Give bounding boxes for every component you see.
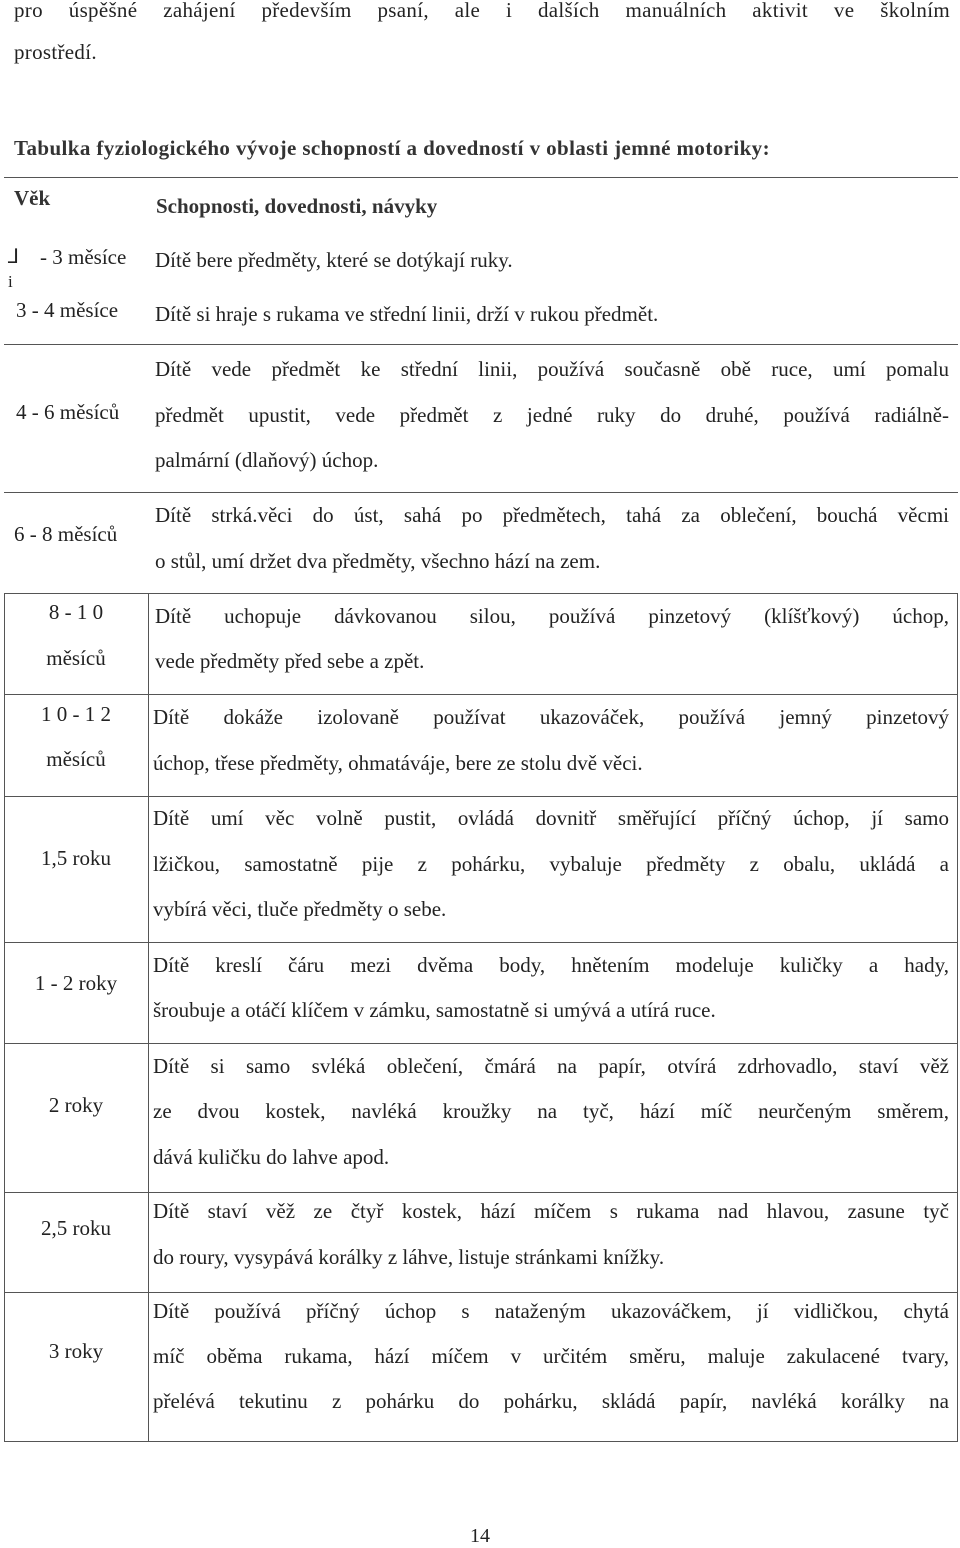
desc-line: vybírá věci, tluče předměty o sebe. xyxy=(153,897,447,921)
table-heading: Tabulka fyziologického vývoje schopností a dovedností v oblasti jemné motoriky: xyxy=(14,136,770,160)
desc-line: Dítě si samo svléká oblečení, čmárá na papír, otvírá zdrhovadlo, staví věž xyxy=(153,1054,949,1078)
stray-glyph: i xyxy=(8,272,13,291)
desc-line: Dítě kreslí čáru mezi dvěma body, hnětením modeluje kuličky a hady, xyxy=(153,953,949,977)
desc-line: předmět upustit, vede předmět z jedné ruky do druhé, používá radiálně- xyxy=(155,403,949,427)
desc-cell: Dítě bere předměty, které se dotýkají ruky. xyxy=(155,248,513,272)
desc-line: palmární (dlaňový) úchop. xyxy=(155,448,379,472)
age-cell: 3 roky xyxy=(48,1339,104,1363)
desc-line: Dítě umí věc volně pustit, ovládá dovnitř směřující příčný úchop, jí samo xyxy=(153,806,949,830)
age-cell: 3 - 4 měsíce xyxy=(16,298,119,322)
desc-line: míč oběma rukama, hází míčem v určitém směru, maluje zakulacené tvary, xyxy=(153,1344,949,1368)
table-bottom-border xyxy=(4,1441,958,1442)
age-cell: 2,5 roku xyxy=(41,1216,111,1240)
desc-line: Dítě uchopuje dávkovanou silou, používá pinzetový (klíšťkový) úchop, xyxy=(155,604,949,628)
age-cell-unit: měsíců xyxy=(46,646,106,670)
desc-line: přelévá tekutinu z pohárku do pohárku, skládá papír, navléká korálky na xyxy=(153,1389,949,1413)
intro-line-1: pro úspěšné zahájení především psaní, ale i dalších manuálních aktivit ve školním xyxy=(14,0,950,22)
age-cell-unit: měsíců xyxy=(46,747,106,771)
row-divider xyxy=(4,344,958,345)
desc-line: vede předměty před sebe a zpět. xyxy=(155,649,425,673)
desc-line: dává kuličku do lahve apod. xyxy=(153,1145,390,1169)
age-cell: 8 - 1 0 xyxy=(48,600,104,624)
age-cell: 6 - 8 měsíců xyxy=(14,522,118,546)
desc-line: o stůl, umí držet dva předměty, všechno hází na zem. xyxy=(155,549,601,573)
table-top-border xyxy=(4,177,958,178)
desc-cell: Dítě si hraje s rukama ve střední linii, drží v rukou předmět. xyxy=(155,302,659,326)
desc-line: lžičkou, samostatně pije z pohárku, vybaluje předměty z obalu, ukládá a xyxy=(153,852,949,876)
column-divider xyxy=(148,593,149,1441)
age-cell: 2 roky xyxy=(48,1093,104,1117)
bracket-glyph: ⅃ xyxy=(8,246,20,268)
age-cell: 4 - 6 měsíců xyxy=(16,400,120,424)
age-cell: 1 0 - 1 2 xyxy=(41,702,111,726)
table-right-border xyxy=(957,593,958,1441)
page-number: 14 xyxy=(470,1525,490,1547)
desc-line: ze dvou kostek, navléká kroužky na tyč, hází míč neurčeným směrem, xyxy=(153,1099,949,1123)
column-header-skills: Schopnosti, dovednosti, návyky xyxy=(156,194,438,218)
desc-line: úchop, třese předměty, ohmatáváje, bere ze stolu dvě věci. xyxy=(153,751,643,775)
row-divider xyxy=(4,492,958,493)
desc-line: Dítě strká.věci do úst, sahá po předmětech, tahá za oblečení, bouchá věcmi xyxy=(155,503,949,527)
desc-line: Dítě dokáže izolovaně používat ukazováček, používá jemný pinzetový xyxy=(153,705,949,729)
desc-line: šroubuje a otáčí klíčem v zámku, samostatně si umývá a utírá ruce. xyxy=(153,998,716,1022)
age-cell: - 3 měsíce xyxy=(40,245,127,269)
intro-line-2: prostředí. xyxy=(14,40,97,64)
desc-line: do roury, vysypává korálky z láhve, listuje stránkami knížky. xyxy=(153,1245,665,1269)
desc-line: Dítě staví věž ze čtyř kostek, hází míčem s rukama nad hlavou, zasune tyč xyxy=(153,1199,949,1223)
age-cell: 1 - 2 roky xyxy=(34,971,118,995)
column-header-age: Věk xyxy=(14,186,51,210)
desc-line: Dítě používá příčný úchop s nataženým ukazováčkem, jí vidličkou, chytá xyxy=(153,1299,949,1323)
age-cell: 1,5 roku xyxy=(41,846,111,870)
desc-line: Dítě vede předmět ke střední linii, používá současně obě ruce, umí pomalu xyxy=(155,357,949,381)
